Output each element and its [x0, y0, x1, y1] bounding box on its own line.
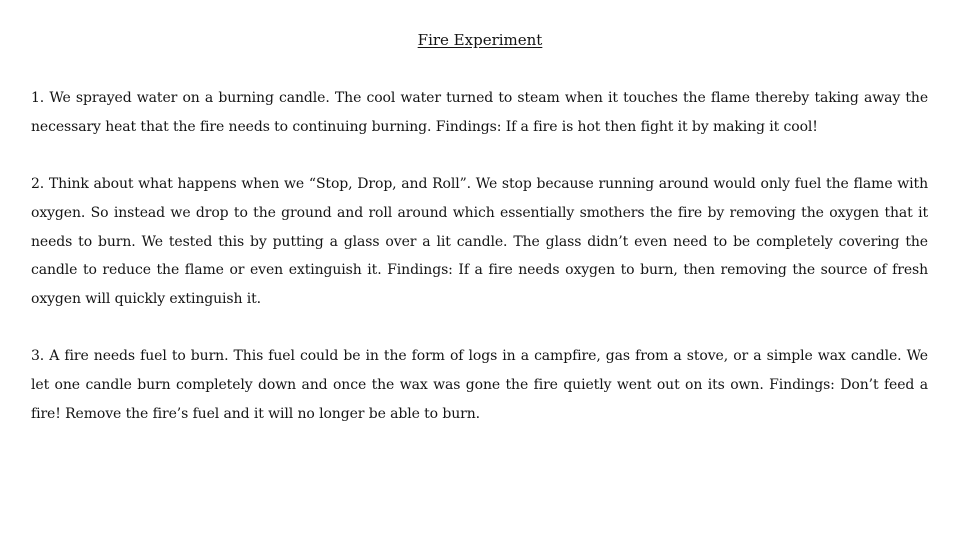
document-title: Fire Experiment: [417, 31, 543, 49]
paragraph-oxygen: 2. Think about what happens when we “Stop, Drop, and Roll”. We stop because running around would only fuel the flame with oxygen. So instead we drop to the ground and roll around which essentially smothers the fire by removing the oxygen that it needs to burn. We tested this by putting a glass over a lit candle. The glass didn’t even need to be completely covering the candle to reduce the flame or even extinguish it. Findings: If a fire needs oxygen to burn, then removing the source of fresh oxygen will quickly extinguish it.: [31, 176, 928, 308]
paragraph-fuel: 3. A fire needs fuel to burn. This fuel could be in the form of logs in a campfire, gas from a stove, or a simple wax candle. We let one candle burn completely down and once the wax was gone the fire quietly went out on its own. Findings: Don’t feed a fire! Remove the fire’s fuel and it will no longer be able to burn.: [31, 348, 928, 422]
paragraph-water: 1. We sprayed water on a burning candle. The cool water turned to steam when it touches the flame thereby taking away the necessary heat that the fire needs to continuing burning. Findings: If a fire is hot then fight it by making it cool!: [31, 90, 928, 135]
